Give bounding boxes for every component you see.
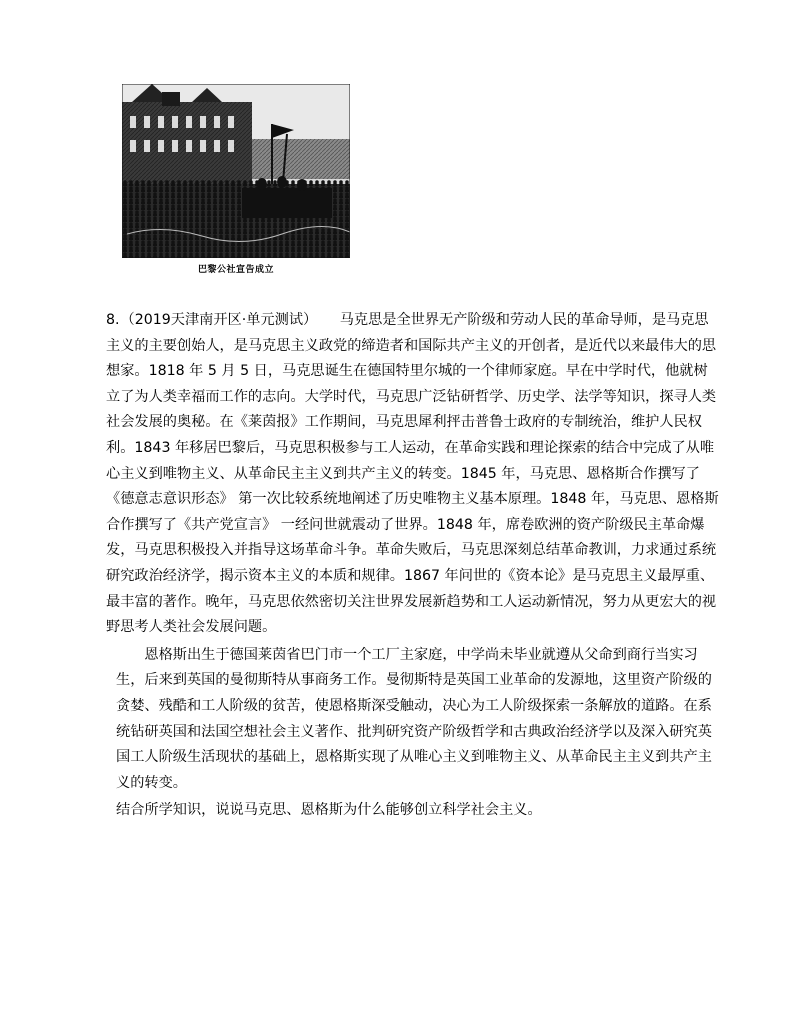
question-body-marx: 马克思是全世界无产阶级和劳动人民的革命导师，是马克思主义的主要创始人，是马克思主义政党的缔造者和国际共产主义的开创者，是近代以来最伟大的思想家。1818 年 5 月 5 日，马克思诞生在德国特里尔城的一个律师家庭。早在中学时代，他就树立了为人类幸福而工作的志向。大学时代，马克思广泛钻研哲学、历史学、法学等知识，探寻人类社会发展的奥秘。在《莱茵报》工作期间，马克思犀利抨击普鲁士政府的专制统治，维护人民权利。1843 年移居巴黎后，马克思积极参与工人运动，在革命实践和理论探索的结合中完成了从唯心主义到唯物主义、从革命民主主义到共产主义的转变。1845 年，马克思、恩格斯合作撰写了《德意志意识形态》 第一次比较系统地阐述了历史唯物主义基本原理。1848 年，马克思、恩格斯合作撰写了《共产党宣言》 一经问世就震动了世界。1848 年，席卷欧洲的资产阶级民主革命爆发，马克思积极投入并指导这场革命斗争。革命失败后，马克思深刻总结革命教训，力求通过系统研究政治经济学，揭示资本主义的本质和规律。1867 年问世的《资本论》是马克思主义最厚重、最丰富的著作。晚年，马克思依然密切关注世界发展新趋势和工人运动新情况，努力从更宏大的视野思考人类社会发展问题。 [106, 312, 719, 636]
question-number: 8. [106, 312, 120, 328]
question-source: （2019天津南开区·单元测试） [120, 312, 318, 328]
question-8 [106, 308, 720, 824]
question-paragraph-2: 恩格斯出生于德国莱茵省巴门市一个工厂主家庭，中学尚未毕业就遵从父命到商行当实习生，后来到英国的曼彻斯特从事商务工作。曼彻斯特是英国工业革命的发源地，这里资产阶级的贪婪、残酷和工人阶级的贫苦，使恩格斯深受触动，决心为工人阶级探索一条解放的道路。在系统钻研英国和法国空想社会主义著作、批判研究资产阶级哲学和古典政治经济学以及深入研究英国工人阶级生活现状的基础上，恩格斯实现了从唯心主义到唯物主义、从革命民主主义到共产主义的转变。 [116, 646, 712, 791]
paris-commune-engraving-icon [122, 84, 350, 258]
paris-commune-illustration [122, 84, 350, 258]
question-prompt: 结合所学知识，说说马克思、恩格斯为什么能够创立科学社会主义。 [116, 802, 542, 819]
question-paragraph-1 [106, 308, 720, 641]
figure-caption: 巴黎公社宣告成立 [197, 265, 274, 275]
